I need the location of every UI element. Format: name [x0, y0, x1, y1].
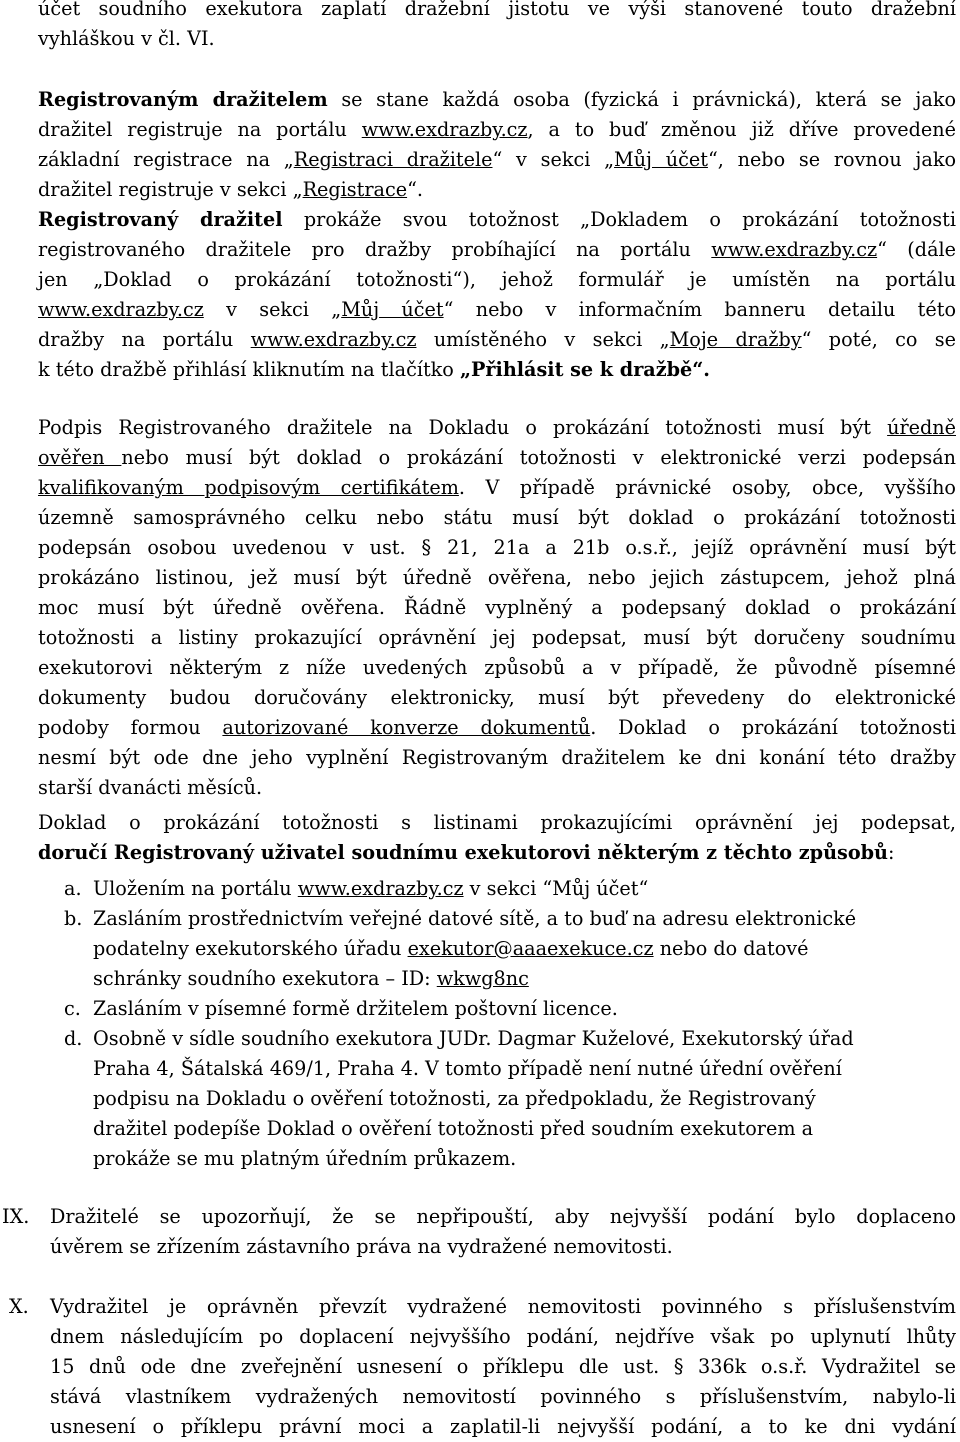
text-span: “ nebo v informačním banneru detailu této	[443, 298, 957, 321]
exdrazby-link[interactable]: www.exdrazby.cz	[38, 298, 204, 321]
text-span: “ (dále	[877, 238, 957, 261]
officially-verified-link[interactable]: ověřen	[38, 446, 122, 469]
text-line	[38, 205, 956, 235]
my-account-link[interactable]: Můj účet	[614, 148, 708, 171]
text-line: Vydražitel je oprávněn převzít vydražené nemovitosti povinného s příslušenstvím	[50, 1295, 956, 1318]
text-span: “ poté, co se	[801, 328, 957, 351]
text-line: úvěrem se zřízením zástavního práva na vydražené nemovitosti.	[50, 1235, 673, 1258]
text-line: 15 dnů ode dne zveřejnění usnesení o příklepu dle ust. § 336k o.s.ř. Vydražitel se	[50, 1355, 956, 1378]
list-item-line: podpisu na Dokladu o ověření totožnosti, za předpokladu, že Registrovaný	[93, 1087, 816, 1110]
text-line	[38, 295, 956, 325]
text-line: nesmí být ode dne jeho vyplnění Registrovaným dražitelem ke dni konání této dražby	[38, 746, 956, 769]
text-span: “, nebo se rovnou jako	[707, 148, 957, 171]
text-line	[38, 85, 956, 115]
list-marker: c.	[64, 997, 81, 1020]
text-line: totožnosti a listiny prokazující oprávnění jej podepsat, musí být doručeny soudnímu	[38, 626, 956, 649]
text-line: dokumenty budou doručovány elektronicky, musí být převedeny do elektronické	[38, 686, 956, 709]
list-item: Zasláním v písemné formě držitelem poštovní licence.	[93, 997, 618, 1020]
text-line: dnem následujícím po doplacení nejvyššího podání, nejdříve však po uplynutí lhůty	[50, 1325, 956, 1348]
list-item: Osobně v sídle soudního exekutora JUDr. Dagmar Kuželové, Exekutorský úřad	[93, 1027, 854, 1050]
text-span: “.	[407, 178, 423, 201]
text-span: Podpis Registrovaného dražitele na Dokladu o prokázání totožnosti musí být	[38, 416, 888, 439]
text-line	[38, 145, 956, 175]
list-item: Zasláním prostřednictvím veřejné datové sítě, a to buď na adresu elektronické	[93, 907, 857, 930]
text-line	[38, 473, 956, 503]
authorized-conversion-link[interactable]: autorizované konverze dokumentů	[222, 716, 591, 739]
text-line: exekutorovi některým z níže uvedených způsobů a v případě, že původně písemné	[38, 656, 956, 679]
text-line	[38, 413, 956, 443]
text-span: v sekci „	[203, 298, 342, 321]
text-span: nebo musí být doklad o prokázání totožnosti v elektronické verzi podepsán	[121, 446, 956, 469]
text-line: jen „Doklad o prokázání totožnosti“), jehož formulář je umístěn na portálu	[38, 268, 956, 291]
term-registered-bidder: Registrovaný dražitel	[38, 208, 283, 231]
section-marker: X.	[9, 1295, 29, 1318]
text-span: Uložením na portálu	[93, 877, 298, 900]
list-marker: b.	[64, 907, 83, 930]
text-span: umístěného v sekci „	[416, 328, 670, 351]
text-line	[38, 235, 956, 265]
list-item-line: prokáže se mu platným úředním průkazem.	[93, 1147, 517, 1170]
exdrazby-link[interactable]: www.exdrazby.cz	[250, 328, 417, 351]
text-span: dražitel registruje na portálu	[38, 118, 362, 141]
text-line: stává vlastníkem vydražených nemovitostí povinného s příslušenstvím, nabylo-li	[50, 1385, 956, 1408]
text-line	[38, 838, 956, 868]
term-registered-bidder: Registrovaným dražitelem	[38, 88, 328, 111]
email-link[interactable]: exekutor@aaaexekuce.cz	[407, 937, 654, 960]
exdrazby-link[interactable]: www.exdrazby.cz	[297, 877, 464, 900]
list-item-line: Praha 4, Šátalská 469/1, Praha 4. V tomto případě není nutné úřední ověření	[93, 1057, 842, 1080]
text-line: starší dvanácti měsíců.	[38, 776, 263, 799]
list-item	[93, 874, 956, 904]
text-span: podoby formou	[38, 716, 223, 739]
text-span: nebo do datové	[653, 937, 809, 960]
text-span: . Doklad o prokázání totožnosti	[590, 716, 957, 739]
text-line: moc musí být úředně ověřena. Řádně vyplněný a podepsaný doklad o prokázání	[38, 596, 956, 619]
text-span: základní registrace na „	[38, 148, 294, 171]
text-span: dražby na portálu	[38, 328, 251, 351]
my-auctions-link[interactable]: Moje dražby	[669, 328, 802, 351]
text-line: vyhláškou v čl. VI.	[38, 27, 215, 50]
my-account-link[interactable]: Můj účet	[341, 298, 444, 321]
list-item-line	[93, 964, 956, 994]
text-span: podatelny exekutorského úřadu	[93, 937, 408, 960]
text-span: prokáže svou totožnost „Dokladem o prokázání totožnosti	[282, 208, 956, 231]
text-line: Dražitelé se upozorňují, že se nepřipouští, aby nejvyšší podání bylo doplaceno	[50, 1205, 956, 1228]
bidder-registration-link[interactable]: Registraci dražitele	[293, 148, 493, 171]
text-span: registrovaného dražitele pro dražby probíhající na portálu	[38, 238, 712, 261]
qualified-certificate-link[interactable]: kvalifikovaným podpisovým certifikátem	[38, 476, 459, 499]
list-item-line: dražitel podepíše Doklad o ověření totožnosti před soudním exekutorem a	[93, 1117, 814, 1140]
list-marker: a.	[64, 877, 82, 900]
text-span: . V případě právnické osoby, obce, vyššího	[458, 476, 956, 499]
text-line: účet soudního exekutora zaplatí dražební jistotu ve výši stanovené touto dražební	[38, 0, 956, 20]
text-line	[38, 443, 956, 473]
databox-id-link[interactable]: wkwg8nc	[436, 967, 529, 990]
text-span: schránky soudního exekutora – ID:	[93, 967, 437, 990]
text-line: podepsán osobou uvedenou v ust. § 21, 21a a 21b o.s.ř., jejíž oprávnění musí být	[38, 536, 956, 559]
text-span: dražitel registruje v sekci „	[38, 178, 303, 201]
text-line	[38, 355, 956, 385]
login-to-auction-label: „Přihlásit se k dražbě“.	[459, 358, 710, 381]
registration-link[interactable]: Registrace	[302, 178, 408, 201]
text-span: k této dražbě přihlásí kliknutím na tlačítko	[38, 358, 460, 381]
text-span: “ v sekci „	[492, 148, 615, 171]
text-span: se stane každá osoba (fyzická i právnická), která se jako	[327, 88, 957, 111]
text-line: usnesení o příklepu právní moci a zaplatil-li nejvyšší podání, a to ke dni vydání	[50, 1415, 956, 1438]
text-span: :	[888, 841, 895, 864]
text-line	[38, 325, 956, 355]
list-item-line	[93, 934, 956, 964]
text-line	[38, 115, 956, 145]
section-marker: IX.	[2, 1205, 30, 1228]
text-line: prokázáno listinou, jež musí být úředně ověřena, nebo jejich zástupcem, jehož plná	[38, 566, 956, 589]
list-marker: d.	[64, 1027, 83, 1050]
officially-verified-link[interactable]: úředně	[887, 416, 956, 439]
text-span: v sekci “Můj účet“	[463, 877, 649, 900]
exdrazby-link[interactable]: www.exdrazby.cz	[711, 238, 878, 261]
text-line: územně samosprávného celku nebo státu musí být doklad o prokázání totožnosti	[38, 506, 956, 529]
text-line	[38, 713, 956, 743]
text-line: Doklad o prokázání totožnosti s listinami prokazujícími oprávnění jej podepsat,	[38, 811, 956, 834]
text-span: , a to buď změnou již dříve provedené	[527, 118, 956, 141]
exdrazby-link[interactable]: www.exdrazby.cz	[361, 118, 528, 141]
text-line	[38, 175, 956, 205]
delivery-methods-heading: doručí Registrovaný uživatel soudnímu exekutorovi některým z těchto způsobů	[38, 841, 889, 864]
